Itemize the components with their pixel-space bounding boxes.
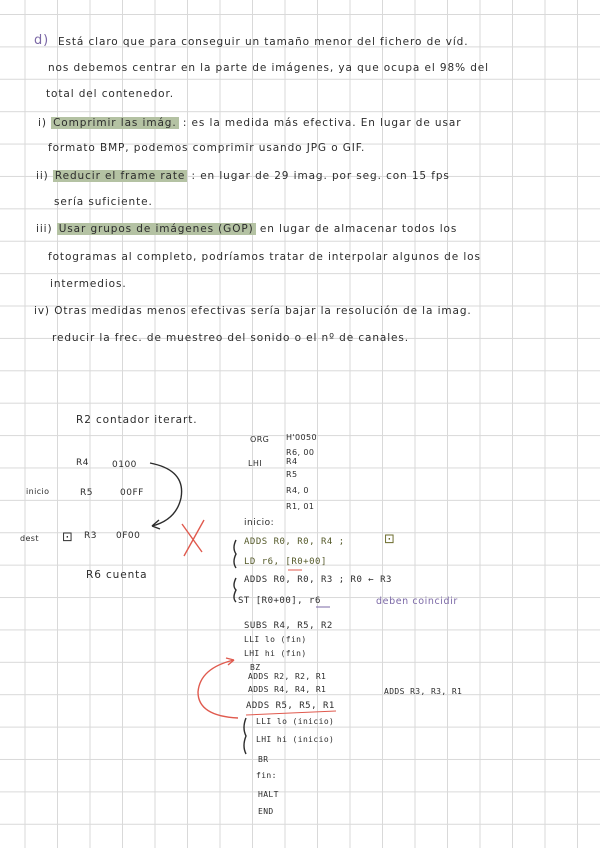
code-br: BR	[258, 755, 269, 764]
item-ii-rest: : en lugar de 29 imag. por seg. con 15 fps	[191, 170, 450, 182]
brace-block-1	[234, 540, 236, 568]
code-lhi-fin: LHI hi (fin)	[244, 649, 307, 658]
brace-block-3	[244, 718, 246, 754]
item-i-rest: : es la medida más efectiva. En lugar de usar	[182, 117, 462, 129]
red-underline-mark	[246, 711, 336, 715]
brace-block-2	[234, 578, 236, 602]
code-org: ORG	[250, 435, 270, 444]
note-r3: R3	[84, 531, 97, 541]
code-adds-r5: ADDS R5, R5, R1	[246, 701, 335, 711]
code-lhi-r4: R4	[286, 457, 298, 466]
note-r5: R5	[80, 488, 93, 498]
code-r4-zero: R4, 0	[286, 486, 309, 495]
item-ii-number: ii)	[36, 170, 49, 182]
code-halt: HALT	[258, 790, 279, 799]
note-r6: R6 cuenta	[86, 569, 148, 581]
code-lhi-r6: R6, 00	[286, 448, 315, 457]
paragraph-d-line-1: Está claro que para conseguir un tamaño menor del fichero de víd.	[58, 36, 469, 48]
code-bz: BZ	[250, 663, 261, 672]
item-iv-number: iv)	[34, 305, 50, 317]
item-iii-rest: en lugar de almacenar todos los	[259, 223, 458, 235]
note-r4: R4	[76, 458, 89, 468]
code-r5: R5	[286, 470, 298, 479]
item-i-number: i)	[38, 117, 47, 129]
item-iii-highlight: Usar grupos de imágenes (GOP)	[58, 223, 254, 235]
boxed-symbol-icon: ⊡	[384, 532, 396, 547]
item-ii-highlight: Reducir el frame rate	[54, 170, 186, 182]
code-lhi: LHI	[248, 459, 263, 468]
red-x-mark	[182, 520, 204, 556]
note-deben-coincidir: deben coincidir	[376, 596, 458, 607]
section-letter-d: d)	[34, 33, 50, 48]
code-adds-r4: ADDS R4, R4, R1	[248, 685, 327, 694]
marker-icon: ⊡	[62, 530, 74, 545]
code-subs: SUBS R4, R5, R2	[244, 621, 333, 631]
item-iii-line-2: fotogramas al completo, podríamos tratar de interpolar algunos de los	[48, 251, 481, 263]
item-iv-line-2: reducir la frec. de muestreo del sonido o el nº de canales.	[52, 332, 410, 344]
code-lli-inicio: LLI lo (inicio)	[256, 717, 335, 726]
code-ld: LD r6, [R0+00]	[244, 557, 327, 567]
code-adds-r0-r4: ADDS R0, R0, R4 ;	[244, 537, 345, 547]
code-org-value: H'0050	[286, 433, 317, 442]
note-r5-value: 00FF	[120, 488, 144, 498]
item-i-highlight: Comprimir las imág.	[53, 117, 177, 129]
code-adds-r0-r3: ADDS R0, R0, R3 ; R0 ← R3	[244, 575, 392, 585]
paragraph-d-line-2: nos debemos centrar en la parte de imágenes, ya que ocupa el 98% del	[48, 62, 489, 74]
code-st: ST [R0+00], r6	[238, 596, 321, 606]
item-iv-text: Otras medidas menos efectivas sería bajar la resolución de la imag.	[54, 305, 472, 317]
note-r2: R2 contador iterart.	[76, 414, 198, 426]
note-inicio-label: inicio	[26, 487, 50, 496]
bracket-arrow-mark	[150, 463, 182, 526]
code-r1-one: R1, 01	[286, 502, 315, 511]
note-r3-value: 0F00	[116, 531, 141, 541]
item-iii-number: iii)	[36, 223, 53, 235]
paragraph-d-line-3: total del contenedor.	[46, 88, 174, 100]
item-i-line-2: formato BMP, podemos comprimir usando JPG o GIF.	[48, 142, 366, 154]
code-adds-r2: ADDS R2, R2, R1	[248, 672, 327, 681]
note-dest-label: dest	[20, 534, 39, 543]
code-label-fin: fin:	[256, 771, 277, 780]
item-ii-line-2: sería suficiente.	[54, 196, 153, 208]
code-end: END	[258, 807, 274, 816]
note-r4-value: 0100	[112, 460, 137, 470]
code-lhi-inicio: LHI hi (inicio)	[256, 735, 335, 744]
code-lli-fin: LLI lo (fin)	[244, 635, 307, 644]
red-loop-arrow	[198, 660, 238, 718]
code-label-inicio: inicio:	[244, 518, 275, 528]
code-side-adds-r3: ADDS R3, R3, R1	[384, 687, 463, 696]
item-iii-line-3: intermedios.	[50, 278, 127, 290]
